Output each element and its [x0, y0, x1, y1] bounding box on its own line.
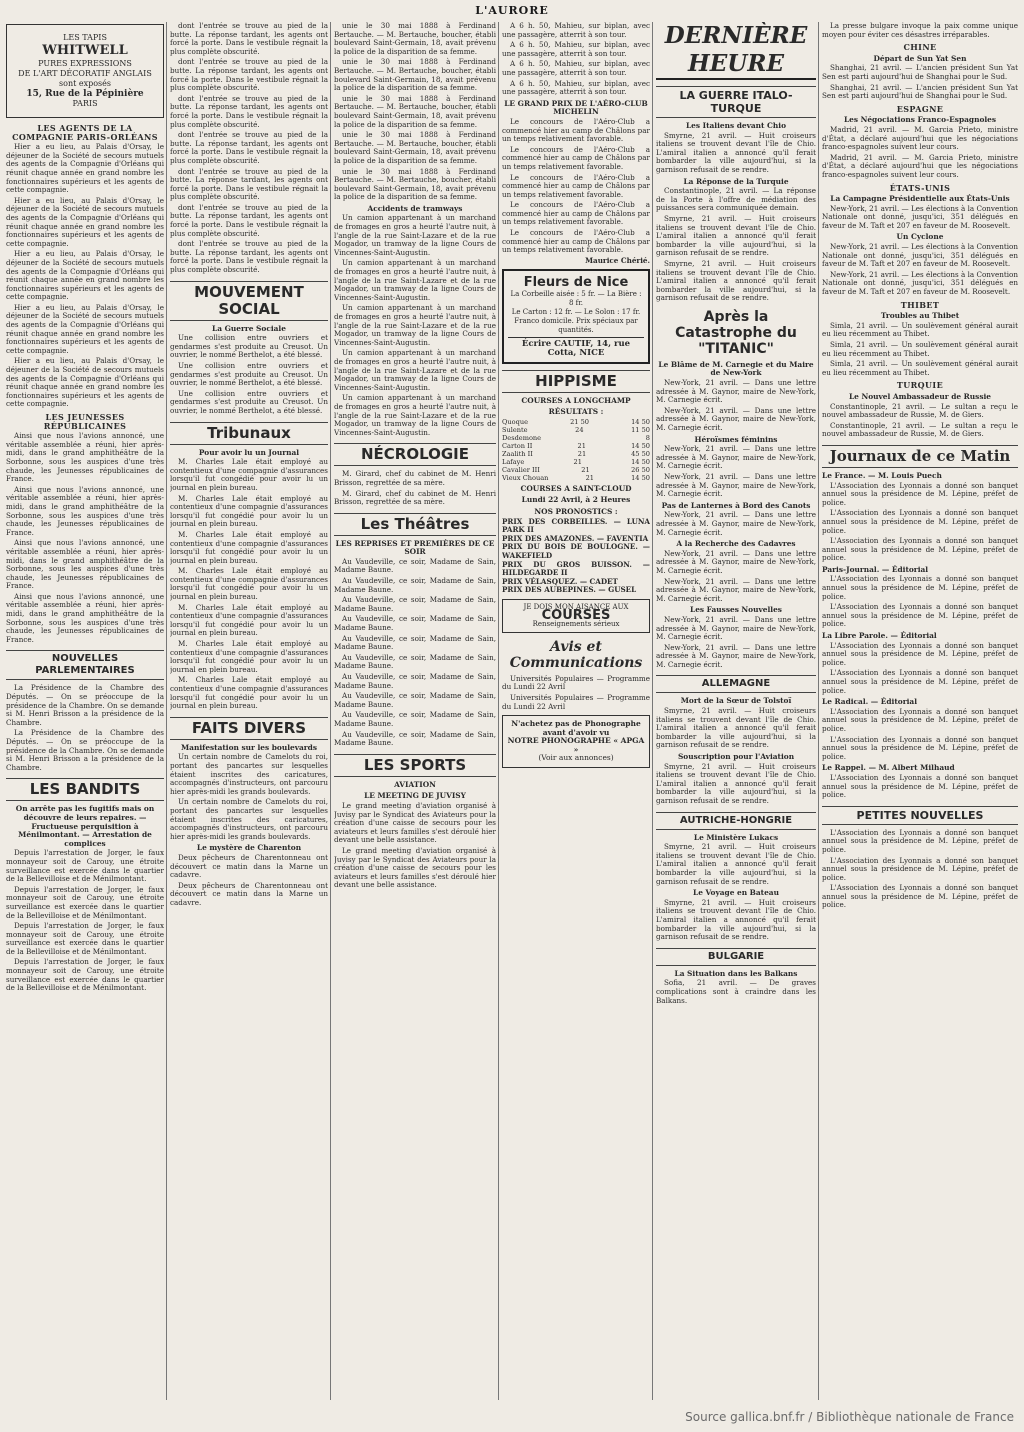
article-subheading: Le Nouvel Ambassadeur de Russie [848, 391, 992, 401]
article-text: dont l'entrée se trouve au pied de la butte. La réponse tardant, les agents ont forcé la porte. Dans le vestibule régnait la plus complète obscurité. [170, 239, 328, 275]
article-text: A 6 h. 50, Mahieu, sur biplan, avec une passagère, atterrit à son tour. [502, 22, 650, 39]
article-text: Depuis l'arrestation de Jorger, le faux monnayeur soit de Carouy, une étroite surveillance est exercée dans le quartier de la Bellevilloise et de Ménilmontant. [6, 957, 164, 993]
section-heading: MOUVEMENT SOCIAL [170, 281, 328, 321]
article-subheading: COURSES A LONGCHAMP [521, 395, 631, 405]
article-text: Smyrne, 21 avril. — Huit croiseurs italiens se trouvent devant l'île de Chio. L'amiral italien a annoncé qu'il ferait bombarder la ville aujourd'hui, si la garnison refusait de se rendre. [656, 761, 816, 805]
section-heading: LES SPORTS [334, 754, 496, 777]
ad-brand: WHITWELL [42, 43, 128, 58]
article-text: L'Association des Lyonnais a donné son banquet annuel sous la présidence de M. Lépine, préfet de police. [822, 640, 1018, 667]
article-text: Au Vaudeville, ce soir, Madame de Sain, Madame Baune. [334, 710, 496, 728]
article-text: dont l'entrée se trouve au pied de la butte. La réponse tardant, les agents ont forcé la porte. Dans le vestibule régnait la plus complète obscurité. [170, 93, 328, 129]
article-text: L'Association des Lyonnais a donné son banquet annuel sous la présidence de M. Lépine, préfet de police. [822, 536, 1018, 563]
article-text: M. Charles Lale était employé au contentieux d'une compagnie d'assurances lorsqu'il fut congédié pour avoir lu un journal en plein bureau. [170, 457, 328, 492]
article-text: Madrid, 21 avril. — M. Garcia Prieto, ministre d'État, a déclaré aujourd'hui que les négociations franco-espagnoles suivent leur cours. [822, 152, 1018, 179]
article-text: dont l'entrée se trouve au pied de la butte. La réponse tardant, les agents ont forcé la porte. Dans le vestibule régnait la plus complète obscurité. [170, 202, 328, 238]
article-text: Depuis l'arrestation de Jorger, le faux monnayeur soit de Carouy, une étroite surveillance est exercée dans le quartier de la Bellevilloise et de Ménilmontant. [6, 921, 164, 956]
article-text: New-York, 21 avril. — Dans une lettre adressée à M. Gaynor, maire de New-York, M. Carnegie écrit. [656, 548, 816, 575]
article-text: Simla, 21 avril. — Un soulèvement général aurait eu lieu récemment au Thibet. [822, 359, 1018, 377]
column-3 [334, 22, 496, 1400]
article-text: Universités Populaires — Programme du Lundi 22 Avril [502, 692, 650, 711]
article-text: New-York, 21 avril. — Les élections à la Convention Nationale ont donné, jusqu'ici, 351 délégués en faveur de M. Taft et 207 en faveur de M. Roosevelt. [822, 242, 1018, 269]
article-subheading: Paris-Journal. — Éditorial [822, 564, 929, 574]
article-subheading: AVIATION [394, 779, 436, 789]
article-text: Un camion appartenant à un marchand de fromages en gros a heurté l'autre nuit, à l'angle de la rue Saint-Lazare et de la rue Mogador, un tramway de la ligne Cours de Vincennes-Saint-Augustin. [334, 213, 496, 257]
country-heading: THIBET [900, 299, 940, 310]
article-text: Constantinople, 21 avril. — Le sultan a reçu le nouvel ambassadeur de Russie, M. de Giers. [822, 401, 1018, 420]
article-text: M. Charles Lale était employé au contentieux d'une compagnie d'assurances lorsqu'il fut congédié pour avoir lu un journal en plein bureau. [170, 493, 328, 529]
result-value: 14 50 [631, 441, 650, 450]
article-text: Smyrne, 21 avril. — Huit croiseurs italiens se trouvent devant l'île de Chio. L'amiral italien a annoncé qu'il ferait bombarder la ville aujourd'hui, si la garnison refusait de se rendre. [656, 706, 816, 750]
article-text: Hier a eu lieu, au Palais d'Orsay, le déjeuner de la Société de secours mutuels des agents de la Compagnie d'Orléans qui réunit chaque année en grand nombre les fonctionnaires supérieurs et les agents de cette compagnie. [6, 195, 164, 248]
result-row [502, 458, 650, 466]
ad-title: NOTRE PHONOGRAPHE « APGA » [507, 736, 645, 754]
horse-name: Desdemone [502, 433, 542, 442]
article-text: Smyrne, 21 avril. — Huit croiseurs italiens se trouvent devant l'île de Chio. L'amiral italien a annoncé qu'il ferait bombarder la ville aujourd'hui, si la garnison refusait de se rendre. [656, 258, 816, 303]
article-text: unie le 30 mai 1888 à Ferdinand Bertauche. — M. Bertauche, boucher, établi boulevard Saint-Germain, 18, avait prévenu la police de la disparition de sa femme. [334, 22, 496, 56]
section-heading: Avis et Communications [509, 638, 643, 671]
article-subheading: Pas de Lanternes à Bord des Canots [661, 500, 811, 510]
article-text: L'Association des Lyonnais a donné son banquet annuel sous la présidence de M. Lépine, préfet de police. [822, 602, 1018, 629]
column-rule [652, 22, 653, 1400]
section-heading: Tribunaux [170, 422, 328, 445]
article-subheading: Les Fausses Nouvelles [690, 605, 782, 615]
section-heading: HIPPISME [502, 370, 650, 393]
article-text: Simla, 21 avril. — Un soulèvement général aurait eu lieu récemment au Thibet. [822, 340, 1018, 358]
article-text: Au Vaudeville, ce soir, Madame de Sain, Madame Baune. [334, 691, 496, 709]
article-text: Depuis l'arrestation de Jorger, le faux monnayeur soit de Carouy, une étroite surveillance est exercée dans le quartier de la Bellevilloise et de Ménilmontant. [6, 884, 164, 920]
ad-line: JE DOIS MON AISANCE AUX [523, 602, 629, 611]
article-text: Deux pêcheurs de Charentonneau ont découvert ce matin dans la Marne un cadavre. [170, 880, 328, 907]
article-subheading: NOS PRONOSTICS : [534, 507, 618, 516]
article-text: Ainsi que nous l'avions annoncé, une véritable assemblée a réuni, hier après-midi, dans le grand amphithéâtre de la Sorbonne, sous les auspices d'une très chaude, les Jeunesses républicaines de France. [6, 484, 164, 537]
column-rule [166, 22, 167, 1400]
article-text: Le grand meeting d'aviation organisé à Juvisy par le Syndicat des Aviateurs pour la création d'une caisse de secours pour les aviateurs et leurs familles s'est déroulé hier devant une belle assistance. [334, 845, 496, 890]
fleurs-de-nice-ad [502, 269, 650, 363]
result-value: 26 50 [631, 465, 650, 474]
article-subheading: Souscription pour l'Aviation [677, 752, 795, 762]
article-text: L'Association des Lyonnais a donné son banquet annuel sous la présidence de M. Lépine, préfet de police. [822, 668, 1018, 695]
article-text: Constantinople, 21 avril. — Le sultan a reçu le nouvel ambassadeur de Russie, M. de Giers. [822, 420, 1018, 439]
article-text: L'Association des Lyonnais a donné son banquet annuel sous la présidence de M. Lépine, préfet de police. [822, 827, 1018, 854]
article-subheading: La Campagne Présidentielle aux États-Unis [830, 194, 1010, 204]
article-text: New-York, 21 avril. — Les élections à la Convention Nationale ont donné, jusqu'ici, 351 délégués en faveur de M. Taft et 207 en faveur de M. Roosevelt. [822, 203, 1018, 230]
courses-ad [502, 599, 650, 633]
result-value: 21 [585, 473, 594, 482]
result-row [502, 434, 650, 442]
article-subheading: Lundi 22 Avril, à 2 Heures [521, 495, 631, 505]
result-row [502, 418, 650, 426]
pronostic: PRIX DES AMAZONES. — FAVENTIA [502, 533, 649, 543]
article-text: Shanghai, 21 avril. — L'ancien président Sun Yat Sen est parti aujourd'hui de Shanghai pour le Sud. [822, 82, 1018, 101]
article-text: Un camion appartenant à un marchand de fromages en gros a heurté l'autre nuit, à l'angle de la rue Saint-Lazare et de la rue Mogador, un tramway de la ligne Cours de Vincennes-Saint-Augustin. [334, 303, 496, 347]
result-row [502, 466, 650, 474]
article-text: New-York, 21 avril. — Dans une lettre adressée à M. Gaynor, maire de New-York, M. Carnegie écrit. [656, 510, 816, 537]
article-text: Une collision entre ouvriers et gendarmes s'est produite au Creusot. Un ouvrier, le nommé Berthelot, a été blessé. [170, 333, 328, 360]
article-subheading: Troubles au Thibet [880, 311, 960, 321]
article-subheading: Le Voyage en Bateau [693, 888, 779, 898]
article-subheading: LE MEETING DE JUVISY [364, 791, 466, 801]
section-heading: FAITS DIVERS [170, 717, 328, 740]
ad-line: Renseignements sérieux [532, 620, 620, 629]
horse-name: Sulente [502, 425, 528, 434]
article-text: Simla, 21 avril. — Un soulèvement général aurait eu lieu récemment au Thibet. [822, 320, 1018, 339]
article-subheading: LE GRAND PRIX DE L'AÉRO-CLUB MICHELIN [504, 98, 648, 117]
article-text: Ainsi que nous l'avions annoncé, une véritable assemblée a réuni, hier après-midi, dans le grand amphithéâtre de la Sorbonne, sous les auspices d'une très chaude, les Jeunesses républicaines de France. [6, 431, 164, 484]
column-rule [818, 22, 819, 1400]
result-value: 8 [645, 433, 650, 442]
article-subheading: Le Blâme de M. Carnegie et du Maire de New-York [658, 359, 814, 378]
article-text: L'Association des Lyonnais a donné son banquet annuel sous la présidence de M. Lépine, préfet de police. [822, 734, 1018, 761]
article-text: A 6 h. 50, Mahieu, sur biplan, avec une passagère, atterrit à son tour. [502, 78, 650, 97]
derniere-heure-title: DERNIÈRE HEURE [656, 22, 816, 80]
article-text: New-York, 21 avril. — Dans une lettre adressée à M. Gaynor, maire de New-York, M. Carnegie écrit. [656, 405, 816, 433]
ad-line: Franco domicile. Prix spéciaux par quantités. [514, 317, 638, 335]
article-text: Le grand meeting d'aviation organisé à Juvisy par le Syndicat des Aviateurs pour la création d'une caisse de secours pour les aviateurs et leurs familles s'est déroulé hier devant une belle assistance. [334, 800, 496, 845]
article-text: Au Vaudeville, ce soir, Madame de Sain, Madame Baune. [334, 576, 496, 594]
article-text: Une collision entre ouvriers et gendarmes s'est produite au Creusot. Un ouvrier, le nommé Berthelot, a été blessé. [170, 361, 328, 388]
horse-name: Vieux Chouan [502, 473, 549, 482]
result-value: 21 [577, 441, 586, 450]
pronostic: PRIX DU GROS BUISSON. — HILDEGARDE II [502, 559, 650, 578]
ad-title: COURSES [541, 607, 611, 623]
article-text: unie le 30 mai 1888 à Ferdinand Bertauche. — M. Bertauche, boucher, établi boulevard Saint-Germain, 18, avait prévenu la police de la disparition de sa femme. [334, 57, 496, 93]
article-text: Smyrne, 21 avril. — Huit croiseurs italiens se trouvent devant l'île de Chio. L'amiral italien a annoncé qu'il ferait bombarder la ville aujourd'hui, si la garnison refusait de se rendre. [656, 842, 816, 886]
article-text: L'Association des Lyonnais a donné son banquet annuel sous la présidence de M. Lépine, préfet de police. [822, 508, 1018, 535]
article-text: Le concours de l'Aéro-Club a commencé hier au camp de Châlons par un temps relativement favorable. [502, 172, 650, 199]
article-text: M. Charles Lale était employé au contentieux d'une compagnie d'assurances lorsqu'il fut congédié pour avoir lu un journal en plein bureau. [170, 639, 328, 674]
article-text: M. Charles Lale était employé au contentieux d'une compagnie d'assurances lorsqu'il fut congédié pour avoir lu un journal en plein bureau. [170, 675, 328, 711]
article-text: New-York, 21 avril. — Les élections à la Convention Nationale ont donné, jusqu'ici, 351 délégués en faveur de M. Taft et 207 en faveur de M. Roosevelt. [822, 269, 1018, 297]
article-text: dont l'entrée se trouve au pied de la butte. La réponse tardant, les agents ont forcé la porte. Dans le vestibule régnait la plus complète obscurité. [170, 166, 328, 202]
ad-line: Le Carton : 12 fr. — Le Solon : 17 fr. [511, 308, 641, 317]
article-text: Au Vaudeville, ce soir, Madame de Sain, Madame Baune. [334, 672, 496, 690]
article-text: La Présidence de la Chambre des Députés. — On se préoccupe de la présidence de la Chambre. On se demande si M. Henri Brisson a la présidence de la Chambre. [6, 728, 164, 772]
result-row [502, 474, 650, 482]
article-subheading: LES REPRISES ET PREMIÈRES DE CE SOIR [335, 538, 495, 557]
article-text: Un certain nombre de Camelots du roi, portant des pancartes sur lesquelles étaient inscrites des caricatures, accompagnés d'instructeurs, ont parcouru hier après-midi les grands boulevards. [170, 797, 328, 841]
article-subheading: On arrête pas les fugitifs mais on découvre de leurs repaires. — Fructueuse perquisition à Ménilmontant. — Arrestation de complices [15, 804, 155, 848]
ad-line: sont exposés [59, 79, 111, 88]
article-text: A 6 h. 50, Mahieu, sur biplan, avec une passagère, atterrit à son tour. [502, 59, 650, 77]
article-subheading: La Libre Parole. — Éditorial [822, 631, 937, 641]
article-text: Un camion appartenant à un marchand de fromages en gros a heurté l'autre nuit, à l'angle de la rue Saint-Lazare et de la rue Mogador, un tramway de la ligne Cours de Vincennes-Saint-Augustin. [334, 348, 496, 392]
ad-line: PURES EXPRESSIONS [38, 59, 132, 68]
ad-line: DE L'ART DÉCORATIF ANGLAIS [18, 69, 152, 78]
article-text: Un camion appartenant à un marchand de fromages en gros a heurté l'autre nuit, à l'angle de la rue Saint-Lazare et de la rue Mogador, un tramway de la ligne Cours de Vincennes-Saint-Augustin. [334, 393, 496, 437]
ad-line: (Voir aux annonces) [538, 753, 614, 763]
result-value: 21 50 [570, 417, 589, 426]
whitwell-ad [6, 24, 164, 118]
section-heading: AUTRICHE-HONGRIE [656, 812, 816, 830]
phonograph-ad [502, 715, 650, 768]
result-value: 21 [573, 457, 582, 466]
column-rule [498, 22, 499, 1400]
article-subheading: Le Ministère Lukacs [693, 832, 779, 842]
article-text: Au Vaudeville, ce soir, Madame de Sain, Madame Baune. [334, 614, 496, 633]
article-text: Deux pêcheurs de Charentonneau ont découvert ce matin dans la Marne un cadavre. [170, 852, 328, 880]
article-text: L'Association des Lyonnais a donné son banquet annuel sous la présidence de M. Lépine, préfet de police. [822, 574, 1018, 601]
section-heading: NOUVELLES PARLEMENTAIRES [6, 650, 164, 680]
article-text: Une collision entre ouvriers et gendarmes s'est produite au Creusot. Un ouvrier, le nommé Berthelot, a été blessé. [170, 388, 328, 415]
article-text: Universités Populaires — Programme du Lundi 22 Avril [502, 673, 650, 692]
article-subheading: Le France. — M. Louis Puech [822, 470, 942, 480]
article-text: M. Charles Lale était employé au contentieux d'une compagnie d'assurances lorsqu'il fut congédié pour avoir lu un journal en plein bureau. [170, 566, 328, 602]
article-text: Depuis l'arrestation de Jorger, le faux monnayeur soit de Carouy, une étroite surveillance est exercée dans le quartier de la Bellevilloise et de Ménilmontant. [6, 848, 164, 884]
pronostic: PRIX DES AUBEPINES. — GUSEL [502, 585, 637, 595]
article-subheading: Départ de Sun Yat Sen [873, 53, 967, 63]
article-text: New-York, 21 avril. — Dans une lettre adressée à M. Gaynor, maire de New-York, M. Carnegie écrit. [656, 642, 816, 669]
article-text: L'Association des Lyonnais a donné son banquet annuel sous la présidence de M. Lépine, préfet de police. [822, 480, 1018, 507]
ad-line: N'achetez pas de Phonographe avant d'avoir vu [511, 719, 641, 737]
article-text: New-York, 21 avril. — Dans une lettre adressée à M. Gaynor, maire de New-York, M. Carnegie écrit. [656, 444, 816, 471]
article-text: M. Girard, chef du cabinet de M. Henri Brisson, regrettée de sa mère. [334, 469, 496, 487]
horse-name: Quoque [502, 417, 528, 426]
article-text: unie le 30 mai 1888 à Ferdinand Bertauche. — M. Bertauche, boucher, établi boulevard Saint-Germain, 18, avait prévenu la police de la disparition de sa femme. [334, 166, 496, 202]
country-heading: ÉTATS-UNIS [889, 182, 951, 193]
pronostic: PRIX VÉLASQUEZ. — CADET [502, 576, 618, 586]
ad-city: PARIS [72, 99, 98, 108]
article-text: New-York, 21 avril. — Dans une lettre adressée à M. Gaynor, maire de New-York, M. Carnegie écrit. [656, 472, 816, 499]
article-text: Au Vaudeville, ce soir, Madame de Sain, Madame Baune. [334, 652, 496, 671]
article-subheading: Un Cyclone [896, 232, 944, 242]
horse-name: Zaalith II [502, 449, 533, 458]
article-subheading: La Guerre Sociale [212, 323, 286, 333]
article-text: Au Vaudeville, ce soir, Madame de Sain, Madame Baune. [334, 633, 496, 652]
section-heading: Après la Catastrophe du "TITANIC" [675, 308, 797, 357]
article-text: Le concours de l'Aéro-Club a commencé hier au camp de Châlons par un temps relativement favorable. [502, 116, 650, 144]
signature: Maurice Chérié. [585, 255, 650, 265]
section-heading: BULGARIE [656, 948, 816, 966]
horse-name: Lafaye [502, 457, 525, 466]
article-subheading: Les Italiens devant Chio [685, 121, 787, 130]
column-2 [170, 22, 328, 1400]
article-subheading: COURSES A SAINT-CLOUD [520, 483, 632, 493]
column-5 [656, 22, 816, 1400]
column-6 [822, 22, 1018, 1400]
result-value: 24 [575, 425, 584, 434]
article-text: Hier a eu lieu, au Palais d'Orsay, le déjeuner de la Société de secours mutuels des agents de la Compagnie d'Orléans qui réunit chaque année en grand nombre les fonctionnaires supérieurs et les agents de cette compagnie. [6, 356, 164, 409]
result-row [502, 426, 650, 434]
article-text: L'Association des Lyonnais a donné son banquet annuel sous la présidence de M. Lépine, préfet de police. [822, 883, 1018, 910]
article-subheading: Le Radical. — Éditorial [822, 697, 918, 707]
article-text: Ainsi que nous l'avions annoncé, une véritable assemblée a réuni, hier après-midi, dans le grand amphithéâtre de la Sorbonne, sous les auspices d'une très chaude, les Jeunesses républicaines de France. [6, 591, 164, 644]
article-text: Shanghai, 21 avril. — L'ancien président Sun Yat Sen est parti aujourd'hui de Shanghai pour le Sud. [822, 63, 1018, 81]
result-row [502, 450, 650, 458]
horse-name: Cavalier III [502, 465, 540, 474]
section-heading: ALLEMAGNE [656, 675, 816, 693]
section-heading: LA GUERRE ITALO-TURQUE [656, 86, 816, 118]
result-row [502, 442, 650, 450]
article-text: M. Charles Lale était employé au contentieux d'une compagnie d'assurances lorsqu'il fut congédié pour avoir lu un journal en plein bureau. [170, 602, 328, 638]
article-text: Sofia, 21 avril. — De graves complications sont à craindre dans les Balkans. [656, 978, 816, 1005]
article-text: La Présidence de la Chambre des Députés. — On se préoccupe de la présidence de la Chambre. On se demande si M. Henri Brisson a la présidence de la Chambre. [6, 683, 164, 727]
column-4 [502, 22, 650, 1400]
article-text: Madrid, 21 avril. — M. Garcia Prieto, ministre d'État, a déclaré aujourd'hui que les négociations franco-espagnoles suivent leur cours. [822, 124, 1018, 152]
source-credit: Source gallica.bnf.fr / Bibliothèque nationale de France [685, 1410, 1014, 1424]
article-text: M. Girard, chef du cabinet de M. Henri Brisson, regrettée de sa mère. [334, 488, 496, 507]
article-subheading: Les Négociations Franco-Espagnoles [843, 115, 997, 125]
ad-line: LES TAPIS [63, 33, 107, 42]
column-1 [6, 22, 164, 1400]
ad-line: La Corbeille aisée : 5 fr. — La Bière : 8 fr. [510, 290, 642, 308]
article-subheading: Le mystère de Charenton [196, 843, 302, 853]
article-text: Constantinople, 21 avril. — La réponse de la Porte à l'offre de médiation des puissances sera communiquée demain. [656, 186, 816, 213]
result-value: 21 [581, 465, 590, 474]
article-subheading: Mort de la Sœur de Tolstoï [680, 696, 792, 706]
country-heading: CHINE [903, 42, 937, 53]
article-text: unie le 30 mai 1888 à Ferdinand Bertauche. — M. Bertauche, boucher, établi boulevard Saint-Germain, 18, avait prévenu la police de la disparition de sa femme. [334, 93, 496, 129]
article-subheading: Le Rappel. — M. Albert Milhaud [822, 763, 955, 773]
article-subheading: Pour avoir lu un Journal [198, 447, 300, 457]
article-text: Un camion appartenant à un marchand de fromages en gros a heurté l'autre nuit, à l'angle de la rue Saint-Lazare et de la rue Mogador, un tramway de la ligne Cours de Vincennes-Saint-Augustin. [334, 258, 496, 302]
article-subheading: A la Recherche des Cadavres [676, 539, 796, 549]
article-text: New-York, 21 avril. — Dans une lettre adressée à M. Gaynor, maire de New-York, M. Carnegie écrit. [656, 614, 816, 642]
country-heading: TURQUIE [896, 380, 944, 391]
result-value: 11 50 [631, 425, 650, 434]
article-text: unie le 30 mai 1888 à Ferdinand Bertauche. — M. Bertauche, boucher, établi boulevard Saint-Germain, 18, avait prévenu la police de la disparition de sa femme. [334, 130, 496, 165]
article-text: dont l'entrée se trouve au pied de la butte. La réponse tardant, les agents ont forcé la porte. Dans le vestibule régnait la plus complète obscurité. [170, 130, 328, 165]
article-text: M. Charles Lale était employé au contentieux d'une compagnie d'assurances lorsqu'il fut congédié pour avoir lu un journal en plein bureau. [170, 529, 328, 565]
article-text: L'Association des Lyonnais a donné son banquet annuel sous la présidence de M. Lépine, préfet de police. [822, 772, 1018, 800]
article-text: L'Association des Lyonnais a donné son banquet annuel sous la présidence de M. Lépine, préfet de police. [822, 855, 1018, 882]
article-text: dont l'entrée se trouve au pied de la butte. La réponse tardant, les agents ont forcé la porte. Dans le vestibule régnait la plus complète obscurité. [170, 57, 328, 93]
ad-title: Fleurs de Nice [523, 275, 629, 291]
article-text: Smyrne, 21 avril. — Huit croiseurs italiens se trouvent devant l'île de Chio. L'amiral italien a annoncé qu'il ferait bombarder la ville aujourd'hui, si la garnison refusait de se rendre. [656, 897, 816, 942]
article-text: Le concours de l'Aéro-Club a commencé hier au camp de Châlons par un temps relativement favorable. [502, 200, 650, 227]
article-subheading: RÉSULTATS : [548, 407, 604, 417]
article-text: Le concours de l'Aéro-Club a commencé hier au camp de Châlons par un temps relativement favorable. [502, 144, 650, 171]
article-text: A 6 h. 50, Mahieu, sur biplan, avec une passagère, atterrit à son tour. [502, 40, 650, 58]
country-heading: ESPAGNE [896, 103, 944, 114]
article-subheading: Manifestation sur les boulevards [180, 742, 318, 752]
article-text: Au Vaudeville, ce soir, Madame de Sain, Madame Baune. [334, 729, 496, 748]
result-value: 21 [577, 449, 587, 458]
section-heading: LES BANDITS [6, 778, 164, 801]
article-text: Hier a eu lieu, au Palais d'Orsay, le déjeuner de la Société de secours mutuels des agents de la Compagnie d'Orléans qui réunit chaque année en grand nombre les fonctionnaires supérieurs et les agents de cette compagnie. [6, 249, 164, 302]
article-text: Hier a eu lieu, au Palais d'Orsay, le déjeuner de la Société de secours mutuels des agents de la Compagnie d'Orléans qui réunit chaque année en grand nombre les fonctionnaires supérieurs et les agents de cette compagnie. [6, 142, 164, 195]
article-heading: LES JEUNESSES RÉPUBLICAINES [43, 412, 127, 431]
article-text: Smyrne, 21 avril. — Huit croiseurs italiens se trouvent devant l'île de Chio. L'amiral italien a annoncé qu'il ferait bombarder la ville aujourd'hui, si la garnison refusait de se rendre. [656, 130, 816, 174]
section-heading: NÉCROLOGIE [334, 443, 496, 466]
column-rule [330, 22, 331, 1400]
article-text: Au Vaudeville, ce soir, Madame de Sain, Madame Baune. [334, 556, 496, 575]
article-text: New-York, 21 avril. — Dans une lettre adressée à M. Gaynor, maire de New-York, M. Carnegie écrit. [656, 378, 816, 405]
ad-address: Écrire CAUTIF, 14, rue Cotta, NICE [508, 337, 644, 357]
masthead: L'AURORE [475, 4, 549, 17]
article-text: Ainsi que nous l'avions annoncé, une véritable assemblée a réuni, hier après-midi, dans le grand amphithéâtre de la Sorbonne, sous les auspices d'une très chaude, les Jeunesses républicaines de France. [6, 538, 164, 591]
article-text: Hier a eu lieu, au Palais d'Orsay, le déjeuner de la Société de secours mutuels des agents de la Compagnie d'Orléans qui réunit chaque année en grand nombre les fonctionnaires supérieurs et les agents de cette compagnie. [6, 302, 164, 355]
result-value: 45 50 [631, 449, 650, 458]
result-value: 14 50 [631, 457, 650, 466]
section-heading: PETITES NOUVELLES [822, 806, 1018, 825]
ad-address: 15, Rue de la Pépinière [26, 89, 144, 99]
article-heading: LES AGENTS DE LA COMPAGNIE PARIS-ORLÉANS [12, 123, 158, 142]
article-text: Smyrne, 21 avril. — Huit croiseurs italiens se trouvent devant l'île de Chio. L'amiral italien a annoncé qu'il ferait bombarder la ville aujourd'hui, si la garnison refusait de se rendre. [656, 213, 816, 258]
pronostic: PRIX DES CORBEILLES. — LUNA PARK II [502, 516, 650, 535]
article-subheading: Accidents de tramways [367, 203, 463, 213]
section-heading: Les Théâtres [334, 513, 496, 536]
article-text: Le concours de l'Aéro-Club a commencé hier au camp de Châlons par un temps relativement favorable. [502, 228, 650, 255]
section-heading: Journaux de ce Matin [822, 445, 1018, 468]
article-text: Un certain nombre de Camelots du roi, portant des pancartes sur lesquelles étaient inscrites des caricatures, accompagnés d'instructeurs, ont parcouru hier après-midi les grands boulevards. [170, 752, 328, 796]
horse-name: Carton II [502, 441, 533, 450]
result-value: 14 50 [631, 417, 650, 426]
article-text: Au Vaudeville, ce soir, Madame de Sain, Madame Baune. [334, 595, 496, 613]
pronostic: PRIX DU BOIS DE BOULOGNE. — WAKEFIELD [502, 542, 650, 560]
article-text: dont l'entrée se trouve au pied de la butte. La réponse tardant, les agents ont forcé la porte. Dans le vestibule régnait la plus complète obscurité. [170, 22, 328, 56]
article-subheading: Héroïsmes féminins [694, 434, 778, 444]
article-subheading: La Situation dans les Balkans [674, 968, 798, 978]
result-value: 14 50 [631, 473, 650, 482]
article-subheading: La Réponse de la Turquie [683, 176, 789, 186]
article-text: New-York, 21 avril. — Dans une lettre adressée à M. Gaynor, maire de New-York, M. Carnegie écrit. [656, 576, 816, 603]
article-text: La presse bulgare invoque la paix comme unique moyen pour éviter ces désastres irréparables. [822, 22, 1018, 39]
article-text: L'Association des Lyonnais a donné son banquet annuel sous la présidence de M. Lépine, préfet de police. [822, 706, 1018, 733]
